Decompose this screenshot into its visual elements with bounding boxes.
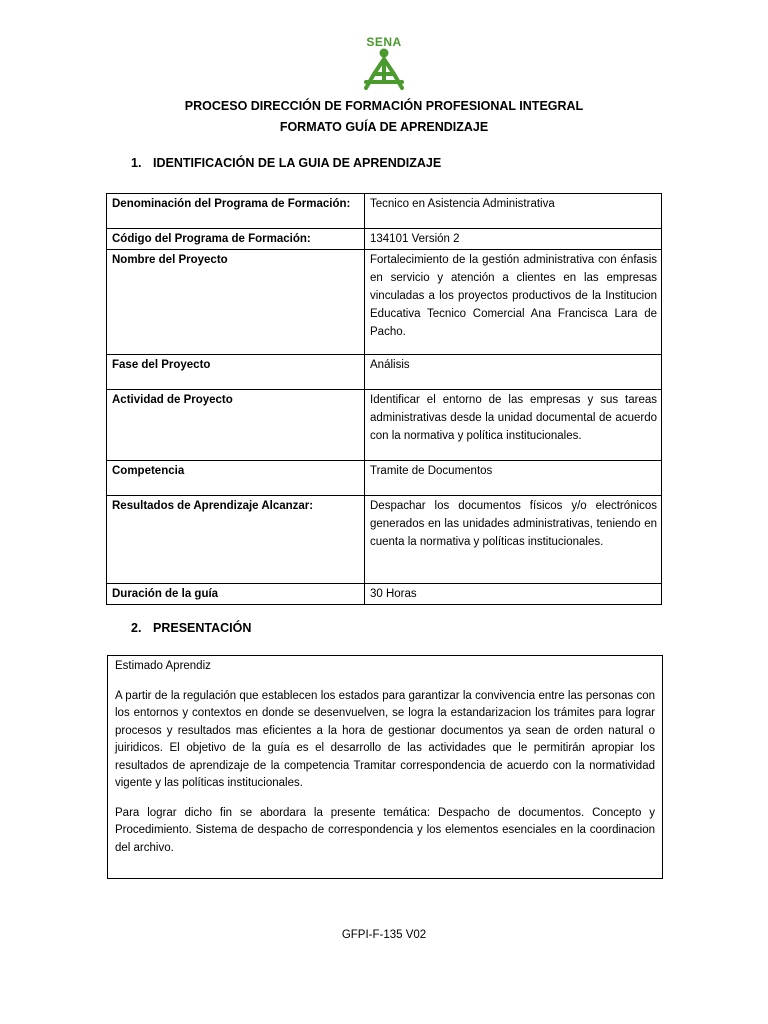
- table-row: [107, 461, 662, 496]
- row-value: Identificar el entorno de las empresas y sus tareas administrativas desde la unidad documental de acuerdo con la normativa y política institucionales.: [365, 390, 662, 461]
- section-title: PRESENTACIÓN: [153, 621, 252, 635]
- table-row: [107, 355, 662, 390]
- row-value: Tramite de Documentos: [365, 461, 662, 496]
- greeting: Estimado Aprendiz: [115, 660, 211, 672]
- row-label: Nombre del Proyecto: [107, 250, 365, 355]
- table-row: [107, 229, 662, 250]
- section-heading-presentation: [131, 621, 251, 635]
- table-row: [107, 194, 662, 229]
- row-label: Fase del Proyecto: [107, 355, 365, 390]
- presentation-box: [107, 655, 663, 879]
- row-value: Fortalecimiento de la gestión administrativa con énfasis en servicio y atención a clientes en las empresas vinculadas a los proyectos productivos de la Institucion Educativa Tecnico Comercial Ana Francisca Lara de Pacho.: [365, 250, 662, 355]
- row-label: Competencia: [107, 461, 365, 496]
- table-row: [107, 584, 662, 605]
- row-label: Actividad de Proyecto: [107, 390, 365, 461]
- row-label: Denominación del Programa de Formación:: [107, 194, 365, 229]
- form-code-footer: GFPI-F-135 V02: [341, 929, 427, 941]
- row-value: Análisis: [365, 355, 662, 390]
- row-value: 30 Horas: [365, 584, 662, 605]
- row-label: Duración de la guía: [107, 584, 365, 605]
- section-title: IDENTIFICACIÓN DE LA GUIA DE APRENDIZAJE: [153, 156, 442, 170]
- section-heading-identification: [131, 156, 441, 170]
- document-title-line2: FORMATO GUÍA DE APRENDIZAJE: [279, 120, 489, 134]
- row-value: Tecnico en Asistencia Administrativa: [365, 194, 662, 229]
- row-label: Código del Programa de Formación:: [107, 229, 365, 250]
- table-row: [107, 390, 662, 461]
- table-row: [107, 496, 662, 584]
- section-number: 1.: [131, 156, 142, 170]
- row-value: Despachar los documentos físicos y/o electrónicos generados en las unidades administrativas, teniendo en cuenta la normativa y políticas institucionales.: [365, 496, 662, 584]
- document-title-line1: PROCESO DIRECCIÓN DE FORMACIÓN PROFESIONAL INTEGRAL: [184, 99, 584, 113]
- presentation-paragraph-1: A partir de la regulación que establecen los estados para garantizar la convivencia entre las personas con los entornos y contextos en donde se desenvuelven, se logra la estandarizacion los trámites para lograr procesos y resultados mas eficientes a la hora de gestionar documentos ya sean de orden natural o juiridicos. El objetivo de la guía es el desarrollo de las actividades que le permitirán apropiar los resultados de aprendizaje de la competencia Tramitar correspondencia de acuerdo con la normatividad vigente y las políticas institucionales.: [115, 689, 655, 789]
- row-value: 134101 Versión 2: [365, 229, 662, 250]
- section-number: 2.: [131, 621, 142, 635]
- logo-text: SENA: [366, 35, 402, 49]
- identification-table: [106, 193, 662, 605]
- row-label: Resultados de Aprendizaje Alcanzar:: [107, 496, 365, 584]
- presentation-paragraph-2: Para lograr dicho fin se abordara la presente temática: Despacho de documentos. Concepto y Procedimiento. Sistema de despacho de correspondencia y los elementos esenciales en la coordinacion del archivo.: [115, 806, 655, 854]
- table-row: [107, 250, 662, 355]
